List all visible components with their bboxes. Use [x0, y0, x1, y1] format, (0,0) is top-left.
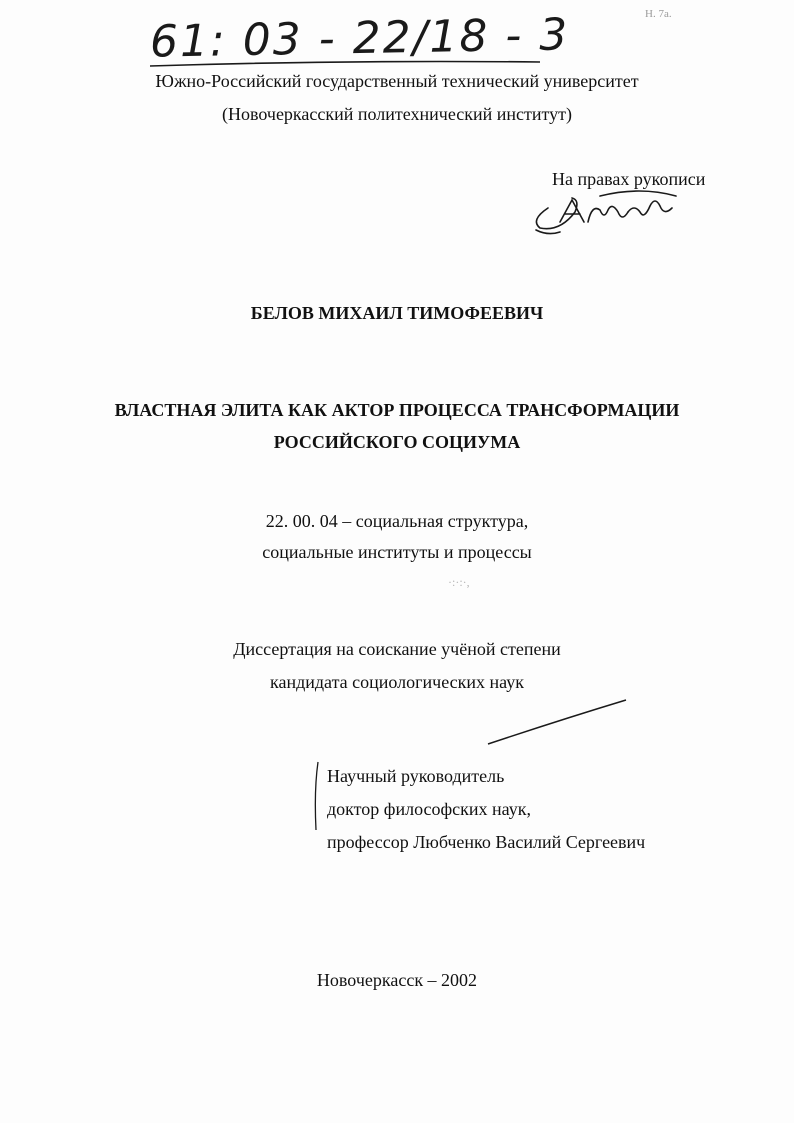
title-line-1: ВЛАСТНАЯ ЭЛИТА КАК АКТОР ПРОЦЕССА ТРАНСФОРМАЦИИ [114, 400, 680, 420]
institute-name: (Новочеркасский политехнический институт) [221, 104, 573, 124]
specialty-line-2: социальные институты и процессы [262, 542, 532, 562]
faint-stamp-mark: ·:·:·, [448, 575, 470, 589]
place-and-year: Новочеркасск – 2002 [316, 970, 478, 990]
author-signature [536, 191, 676, 234]
pen-stroke-diagonal [488, 700, 626, 744]
title-line-2: РОССИЙСКОГО СОЦИУМА [273, 432, 521, 452]
supervisor-degree: доктор философских наук, [327, 799, 531, 819]
university-name: Южно-Российский государственный технический университет [155, 71, 639, 91]
degree-line-2: кандидата социологических наук [270, 672, 524, 692]
handwritten-archive-number: 61: 03 - 22/18 - 3 [149, 9, 570, 68]
supervisor-bracket [315, 762, 318, 830]
dissertation-title [0, 394, 794, 458]
supervisor-block [327, 760, 645, 859]
supervisor-name: профессор Любченко Василий Сергеевич [327, 832, 646, 852]
pencil-margin-note: Н. 7а. [645, 8, 672, 20]
supervisor-role: Научный руководитель [327, 766, 505, 786]
specialty-line-1: 22. 00. 04 – социальная структура, [265, 511, 529, 531]
degree-line-1: Диссертация на соискание учёной степени [233, 639, 561, 659]
rights-note: На правах рукописи [552, 169, 706, 189]
author-name: БЕЛОВ МИХАИЛ ТИМОФЕЕВИЧ [250, 303, 544, 323]
